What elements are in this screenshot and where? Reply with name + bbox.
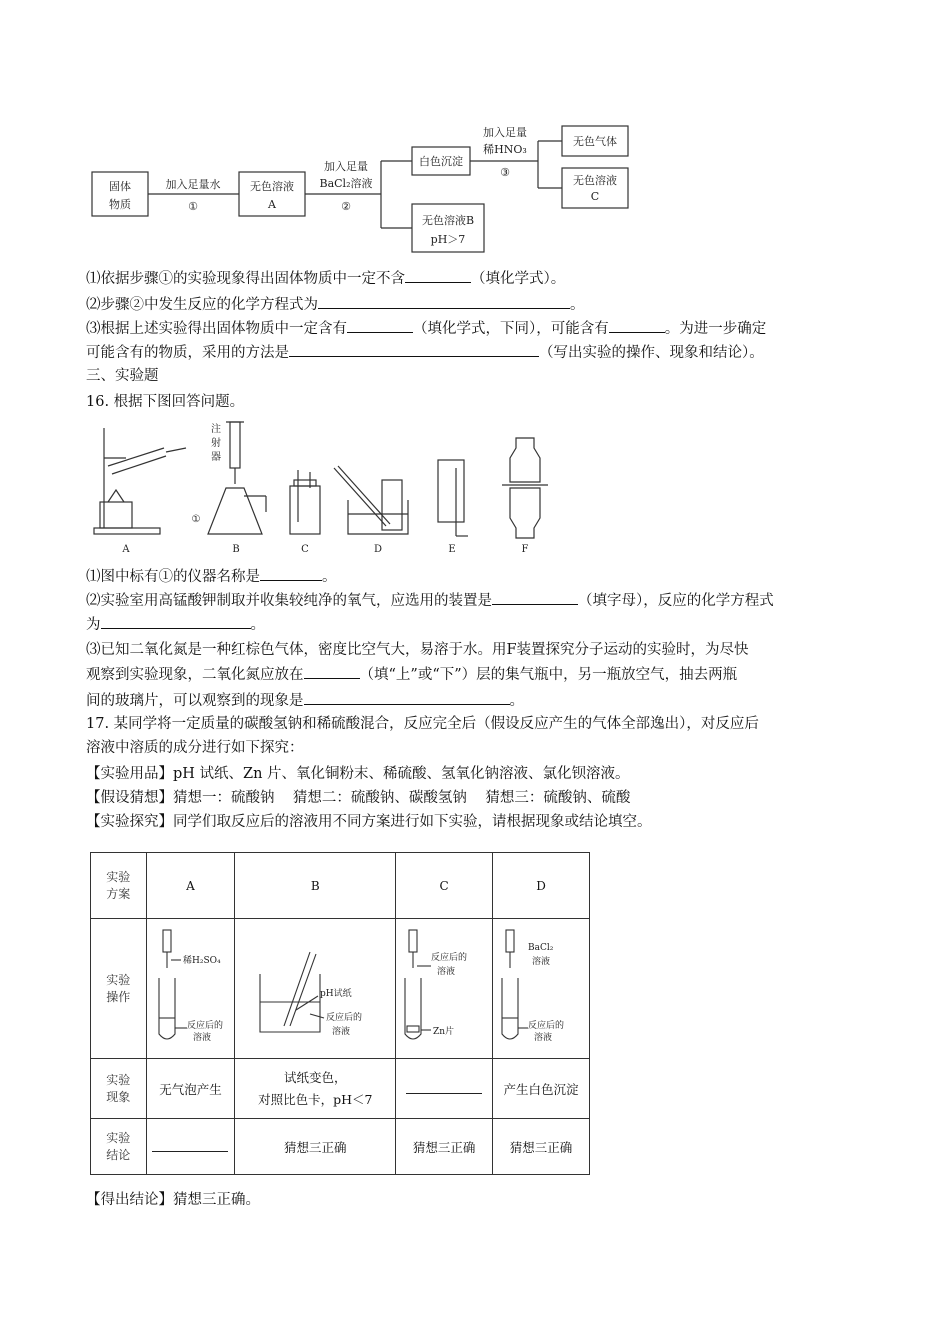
conclusion-a <box>146 1119 235 1175</box>
flowchart-diagram <box>86 120 636 260</box>
q15-part1: ⑴依据步骤①的实验现象得出固体物质中一定不含 （填化学式）。 <box>86 268 565 289</box>
svg-text:A: A <box>268 198 276 211</box>
q17-intro: 17. 某同学将一定质量的碳酸氢钠和稀硫酸混合，反应完全后（假设反应产生的气体全部逸出），对反应后 <box>86 716 759 732</box>
flow-solid: 固体 <box>109 180 131 193</box>
flow-step2-num: ② <box>341 200 351 213</box>
conclusion-b: 猜想三正确 <box>235 1119 396 1175</box>
q16-part2-cont: 为 。 <box>86 614 265 635</box>
answer-blank[interactable] <box>609 318 665 333</box>
plan-d: D <box>493 853 590 919</box>
q17-explore: 【实验探究】同学们取反应后的溶液用不同方案进行如下实验，请根据现象或结论填空。 <box>86 814 652 830</box>
flow-step3-num: ③ <box>500 166 510 179</box>
q16-part3-cont2: 间的玻璃片，可以观察到的现象是 。 <box>86 690 524 711</box>
row-header-phenomenon: 实验 现象 <box>91 1059 147 1119</box>
flow-gas: 无色气体 <box>573 135 617 148</box>
svg-text:C: C <box>590 190 600 203</box>
answer-blank[interactable] <box>492 590 578 605</box>
solution-label: 反应后的 <box>326 1013 363 1023</box>
syringe-label: 注 <box>211 424 221 435</box>
q15-part3-cont: 可能含有的物质，采用的方法是 （写出实验的操作、现象和结论）。 <box>86 342 764 363</box>
svg-text:溶液: 溶液 <box>332 1027 351 1037</box>
solution-label: 反应后的 <box>187 1021 224 1031</box>
reagent-label: BaCl₂ <box>528 943 554 953</box>
reagent-label: 稀H₂SO₄ <box>183 956 222 966</box>
apparatus-label-e: E <box>448 544 456 555</box>
flow-white-ppt: 白色沉淀 <box>419 155 463 168</box>
section-heading: 三、实验题 <box>86 368 159 384</box>
flow-step1-label: 加入足量水 <box>165 178 221 191</box>
flow-step3-top: 加入足量 <box>483 126 527 139</box>
apparatus-label-d: D <box>373 544 383 555</box>
operation-d-figure <box>494 922 588 1052</box>
q15-part3: ⑶根据上述实验得出固体物质中一定含有 （填化学式，下同），可能含有 。为进一步确定 <box>86 318 766 339</box>
zn-label: Zn片 <box>433 1027 455 1037</box>
phenomenon-a: 无气泡产生 <box>146 1059 235 1119</box>
conclusion-c: 猜想三正确 <box>396 1119 493 1175</box>
row-header-conclusion: 实验 结论 <box>91 1119 147 1175</box>
q17-conclusion: 【得出结论】猜想三正确。 <box>86 1192 260 1208</box>
flow-step1-num: ① <box>188 200 198 213</box>
svg-text:溶液: 溶液 <box>532 957 551 967</box>
conclusion-d: 猜想三正确 <box>493 1119 590 1175</box>
phenomenon-c <box>396 1059 493 1119</box>
row-header-operation: 实验 操作 <box>91 919 147 1059</box>
q17-intro-cont: 溶液中溶质的成分进行如下探究： <box>86 740 304 756</box>
svg-text:溶液: 溶液 <box>193 1033 212 1043</box>
answer-blank[interactable] <box>304 690 510 705</box>
experiment-table <box>90 852 590 1175</box>
apparatus-figure <box>86 418 556 558</box>
q16-part3: ⑶已知二氧化氮是一种红棕色气体，密度比空气大，易溶于水。用F装置探究分子运动的实验时，为尽快 <box>86 642 749 658</box>
flow-step2-top: 加入足量 <box>324 160 368 173</box>
operation-d <box>493 919 590 1059</box>
flow-solution-b: 无色溶液B <box>421 214 475 227</box>
flow-solution-a: 无色溶液 <box>250 180 294 193</box>
plan-a: A <box>146 853 235 919</box>
svg-text:器: 器 <box>211 452 221 463</box>
operation-b-figure <box>240 922 390 1052</box>
answer-blank[interactable] <box>405 268 471 283</box>
svg-text:溶液: 溶液 <box>534 1033 553 1043</box>
q16-part3-cont: 观察到实验现象，二氧化氮应放在 （填“上”或“下”）层的集气瓶中，另一瓶放空气，抽去两瓶 <box>86 664 737 685</box>
apparatus-label-f: F <box>521 544 529 555</box>
q16-title: 16. 根据下图回答问题。 <box>86 394 245 410</box>
plan-c: C <box>396 853 493 919</box>
apparatus-label-b: B <box>232 544 240 555</box>
flow-step2-mid: BaCl₂溶液 <box>319 177 373 190</box>
answer-blank[interactable] <box>289 342 539 357</box>
q16-part2: ⑵实验室用高锰酸钾制取并收集较纯净的氧气，应选用的装置是 （填字母），反应的化学方程式 <box>86 590 774 611</box>
apparatus-label-a: A <box>122 544 130 555</box>
phenomenon-b: 试纸变色， 对照比色卡，pH＜7 <box>235 1059 396 1119</box>
answer-blank[interactable] <box>347 318 413 333</box>
svg-text:pH＞7: pH＞7 <box>430 233 466 246</box>
row-header-plan: 实验 方案 <box>91 853 147 919</box>
svg-text:射: 射 <box>211 438 221 449</box>
q17-materials: 【实验用品】pH 试纸、Zn 片、氧化铜粉末、稀硫酸、氢氧化钠溶液、氯化钡溶液。 <box>86 766 630 782</box>
q15-part2: ⑵步骤②中发生反应的化学方程式为 。 <box>86 294 585 315</box>
q17-hypothesis: 【假设猜想】猜想一：硫酸钠 猜想二：硫酸钠、碳酸氢钠 猜想三：硫酸钠、硫酸 <box>86 790 631 806</box>
q16-part1: ⑴图中标有①的仪器名称是 。 <box>86 566 337 587</box>
svg-text:物质: 物质 <box>109 198 131 211</box>
answer-blank[interactable] <box>260 566 322 581</box>
flow-solution-c: 无色溶液 <box>573 174 617 187</box>
answer-blank[interactable] <box>152 1139 228 1152</box>
answer-blank[interactable] <box>101 614 251 629</box>
answer-blank[interactable] <box>406 1081 482 1094</box>
ph-paper-label: pH试纸 <box>320 989 352 999</box>
answer-blank[interactable] <box>318 294 570 309</box>
phenomenon-d: 产生白色沉淀 <box>493 1059 590 1119</box>
solution-label: 反应后的 <box>528 1021 565 1031</box>
apparatus-label-c: C <box>301 544 309 555</box>
operation-c <box>396 919 493 1059</box>
answer-blank[interactable] <box>304 664 360 679</box>
marker-1: ① <box>191 514 201 525</box>
plan-b: B <box>235 853 396 919</box>
svg-text:溶液: 溶液 <box>437 967 456 977</box>
operation-a <box>146 919 235 1059</box>
solution-label: 反应后的 <box>431 953 468 963</box>
operation-b <box>235 919 396 1059</box>
operation-a-figure <box>147 922 233 1052</box>
operation-c-figure <box>397 922 491 1052</box>
flow-step3-mid: 稀HNO₃ <box>483 143 527 156</box>
